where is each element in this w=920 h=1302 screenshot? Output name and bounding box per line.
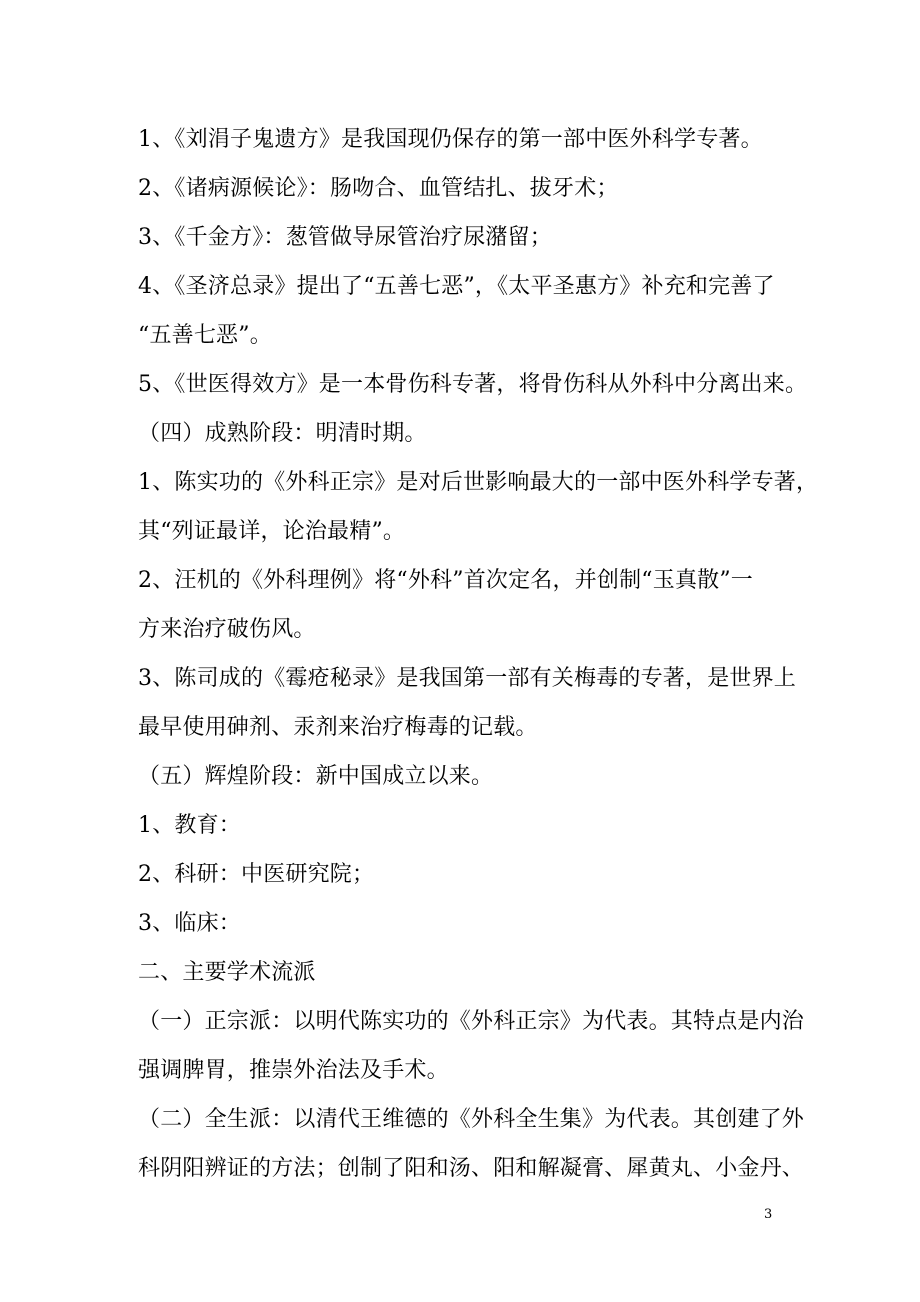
text-line: 1、陈实功的《外科正宗》是对后世影响最大的一部中医外科学专著， bbox=[138, 470, 819, 495]
page-number: 3 bbox=[764, 1207, 773, 1222]
text-line: “五善七恶”。 bbox=[138, 323, 272, 348]
text-line: 2、汪机的《外科理例》将“外科”首次定名，并创制“玉真散”一 bbox=[138, 568, 753, 593]
text-line: （一）正宗派：以明代陈实功的《外科正宗》为代表。其特点是内治 bbox=[138, 1009, 805, 1034]
text-line: 3、陈司成的《霉疮秘录》是我国第一部有关梅毒的专著，是世界上 bbox=[138, 666, 796, 691]
text-line: 2、《诸病源候论》：肠吻合、血管结扎、拔牙术； bbox=[138, 176, 619, 201]
text-line: 科阴阳辨证的方法；创制了阳和汤、阳和解凝膏、犀黄丸、小金丹、 bbox=[138, 1156, 805, 1181]
text-line: 强调脾胃，推崇外治法及手术。 bbox=[138, 1058, 449, 1083]
text-line: 1、《刘涓子鬼遗方》是我国现仍保存的第一部中医外科学专著。 bbox=[138, 127, 763, 152]
text-line: 其“列证最详，论治最精”。 bbox=[138, 519, 406, 544]
section-heading: （四）成熟阶段：明清时期。 bbox=[138, 421, 427, 446]
text-line: 2、科研：中医研究院； bbox=[138, 862, 375, 887]
text-line: 5、《世医得效方》是一本骨伤科专著，将骨伤科从外科中分离出来。 bbox=[138, 372, 808, 397]
text-line: 1、教育： bbox=[138, 813, 241, 838]
text-line: 最早使用砷剂、汞剂来治疗梅毒的记载。 bbox=[138, 715, 538, 740]
text-line: 3、《千金方》：葱管做导尿管治疗尿潴留； bbox=[138, 225, 552, 250]
text-line: 4、《圣济总录》提出了“五善七恶”，《太平圣惠方》补充和完善了 bbox=[138, 274, 775, 299]
text-line: 方来治疗破伤风。 bbox=[138, 617, 316, 642]
text-line: （二）全生派：以清代王维德的《外科全生集》为代表。其创建了外 bbox=[138, 1107, 805, 1132]
section-heading: 二、主要学术流派 bbox=[138, 960, 316, 985]
section-heading: （五）辉煌阶段：新中国成立以来。 bbox=[138, 764, 494, 789]
text-line: 3、临床： bbox=[138, 911, 241, 936]
document-body bbox=[138, 115, 819, 1193]
